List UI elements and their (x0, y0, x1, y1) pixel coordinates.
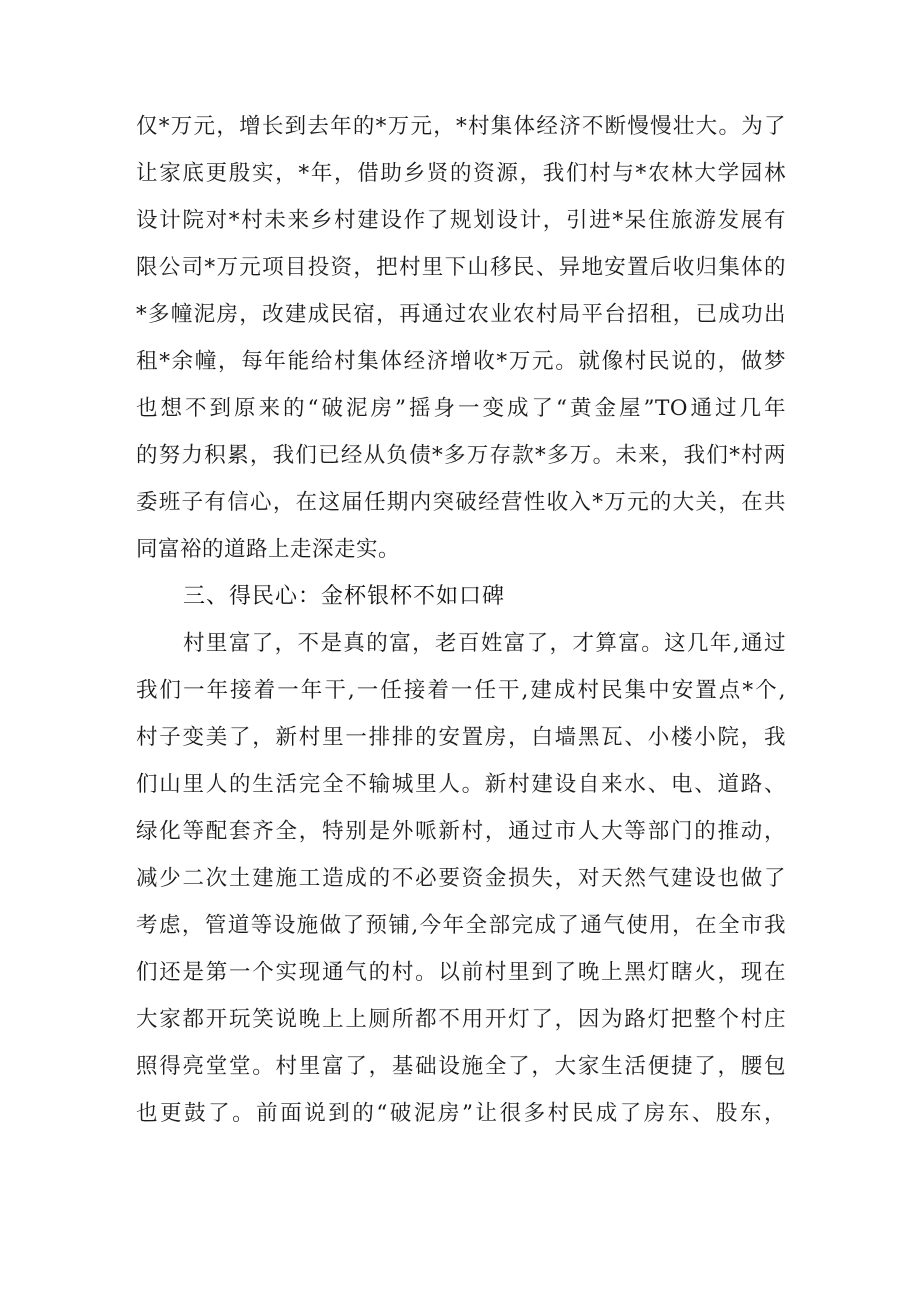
text-line: 也想不到原来的“破泥房”摇身一变成了“黄金屋”TO通过几年 (136, 396, 786, 421)
text-line: 限公司*万元项目投资，把村里下山移民、异地安置后收归集体的 (136, 255, 786, 280)
text-line: *多幢泥房，改建成民宿，再通过农业农村局平台招租，已成功出 (136, 302, 786, 327)
text-line: 也更鼓了。前面说到的“破泥房”让很多村民成了房东、股东， (136, 1101, 786, 1126)
section-heading: 三、得民心：金杯银杯不如口碑 (183, 584, 506, 609)
text-line: 的努力积累，我们已经从负债*多万存款*多万。未来，我们*村两 (136, 443, 786, 468)
text-line: 考虑，管道等设施做了预铺,今年全部完成了通气使用，在全市我 (136, 913, 786, 938)
text-line: 减少二次土建施工造成的不必要资金损失，对天然气建设也做了 (136, 866, 786, 891)
text-line: 仅*万元，增长到去年的*万元，*村集体经济不断慢慢壮大。为了 (136, 114, 786, 139)
text-line: 同富裕的道路上走深走实。 (136, 537, 401, 562)
text-line: 们山里人的生活完全不输城里人。新村建设自来水、电、道路、 (136, 772, 786, 797)
text-line: 委班子有信心，在这届任期内突破经营性收入*万元的大关，在共 (136, 490, 786, 515)
text-line: 我们一年接着一年干,一任接着一任干,建成村民集中安置点*个, (136, 678, 786, 703)
text-line: 绿化等配套齐全，特别是外哌新村，通过市人大等部门的推动， (136, 819, 786, 844)
text-line: 租*余幢，每年能给村集体经济增收*万元。就像村民说的，做梦 (136, 349, 786, 374)
text-line: 大家都开玩笑说晚上上厕所都不用开灯了，因为路灯把整个村庄 (136, 1007, 786, 1032)
text-line: 设计院对*村未来乡村建设作了规划设计，引进*呆住旅游发展有 (136, 208, 786, 233)
text-line: 村里富了，不是真的富，老百姓富了，才算富。这几年,通过 (183, 631, 786, 656)
text-line: 照得亮堂堂。村里富了，基础设施全了，大家生活便捷了，腰包 (136, 1054, 786, 1079)
text-line: 们还是第一个实现通气的村。以前村里到了晚上黑灯瞎火，现在 (136, 960, 786, 985)
text-line: 让家底更殷实，*年，借助乡贤的资源，我们村与*农林大学园林 (136, 161, 786, 186)
text-line: 村子变美了，新村里一排排的安置房，白墙黑瓦、小楼小院，我 (136, 725, 786, 750)
